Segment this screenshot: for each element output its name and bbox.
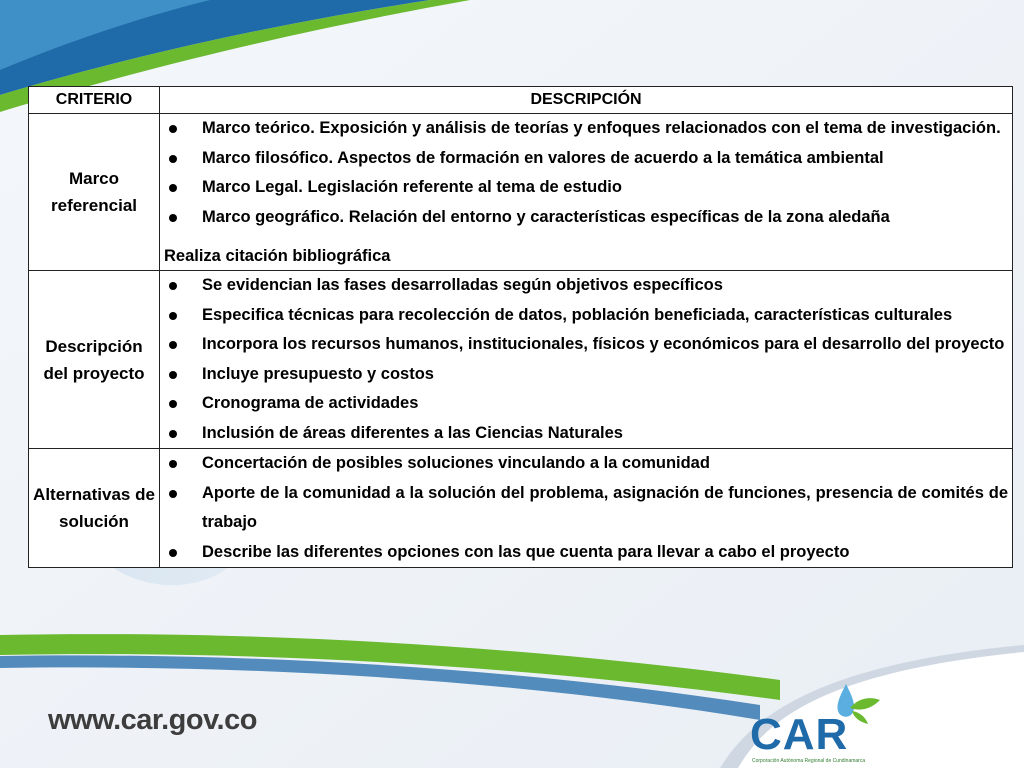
list-item: Describe las diferentes opciones con las que cuenta para llevar a cabo el proyecto [164,538,1008,568]
bullet-icon [169,312,177,320]
table-header-row [29,87,1013,114]
header-criterio: CRITERIO [29,87,160,114]
header-descripcion: DESCRIPCIÓN [160,87,1013,114]
list-item: Incluye presupuesto y costos [164,360,1008,390]
criterio-cell: Marco referencial [29,114,160,271]
list-item: Marco teórico. Exposición y análisis de teorías y enfoques relacionados con el tema de investigación. [164,114,1008,144]
criterio-cell: Alternativas de solución [29,449,160,568]
list-item: Se evidencian las fases desarrolladas según objetivos específicos [164,271,1008,301]
list-item: Concertación de posibles soluciones vinculando a la comunidad [164,449,1008,479]
list-item: Incorpora los recursos humanos, institucionales, físicos y económicos para el desarrollo del proyecto [164,330,1008,360]
car-logo [742,678,892,766]
bullet-icon [169,184,177,192]
criterio-cell: Descripción del proyecto [29,271,160,449]
bullet-icon [169,460,177,468]
list-item: Especifica técnicas para recolección de datos, población beneficiada, características culturales [164,301,1008,331]
bullet-icon [169,371,177,379]
logo-tagline: Corporación Autónoma Regional de Cundinamarca [752,758,866,764]
logo-text: CAR [750,710,849,759]
bullet-icon [169,341,177,349]
bullet-list [164,449,1008,567]
list-item: Cronograma de actividades [164,389,1008,419]
description-cell [160,114,1013,271]
website-url[interactable]: www.car.gov.co [48,704,257,736]
list-item: Marco filosófico. Aspectos de formación en valores de acuerdo a la temática ambiental [164,144,1008,174]
bullet-icon [169,490,177,498]
bullet-list [164,271,1008,448]
bullet-icon [169,282,177,290]
criteria-table [28,86,1013,568]
bullet-icon [169,430,177,438]
bullet-icon [169,155,177,163]
description-cell [160,449,1013,568]
citation-note: Realiza citación bibliográfica [164,247,391,265]
bullet-list [164,114,1008,232]
bullet-icon [169,125,177,133]
bullet-icon [169,214,177,222]
list-item: Inclusión de áreas diferentes a las Ciencias Naturales [164,419,1008,449]
list-item: Aporte de la comunidad a la solución del problema, asignación de funciones, presencia de comités de trabajo [164,479,1008,538]
table-row [29,114,1013,271]
bullet-icon [169,549,177,557]
table-row [29,271,1013,449]
list-item: Marco Legal. Legislación referente al tema de estudio [164,173,1008,203]
description-cell [160,271,1013,449]
bullet-icon [169,400,177,408]
table-row [29,449,1013,568]
list-item: Marco geográfico. Relación del entorno y características específicas de la zona aledaña [164,203,1008,233]
